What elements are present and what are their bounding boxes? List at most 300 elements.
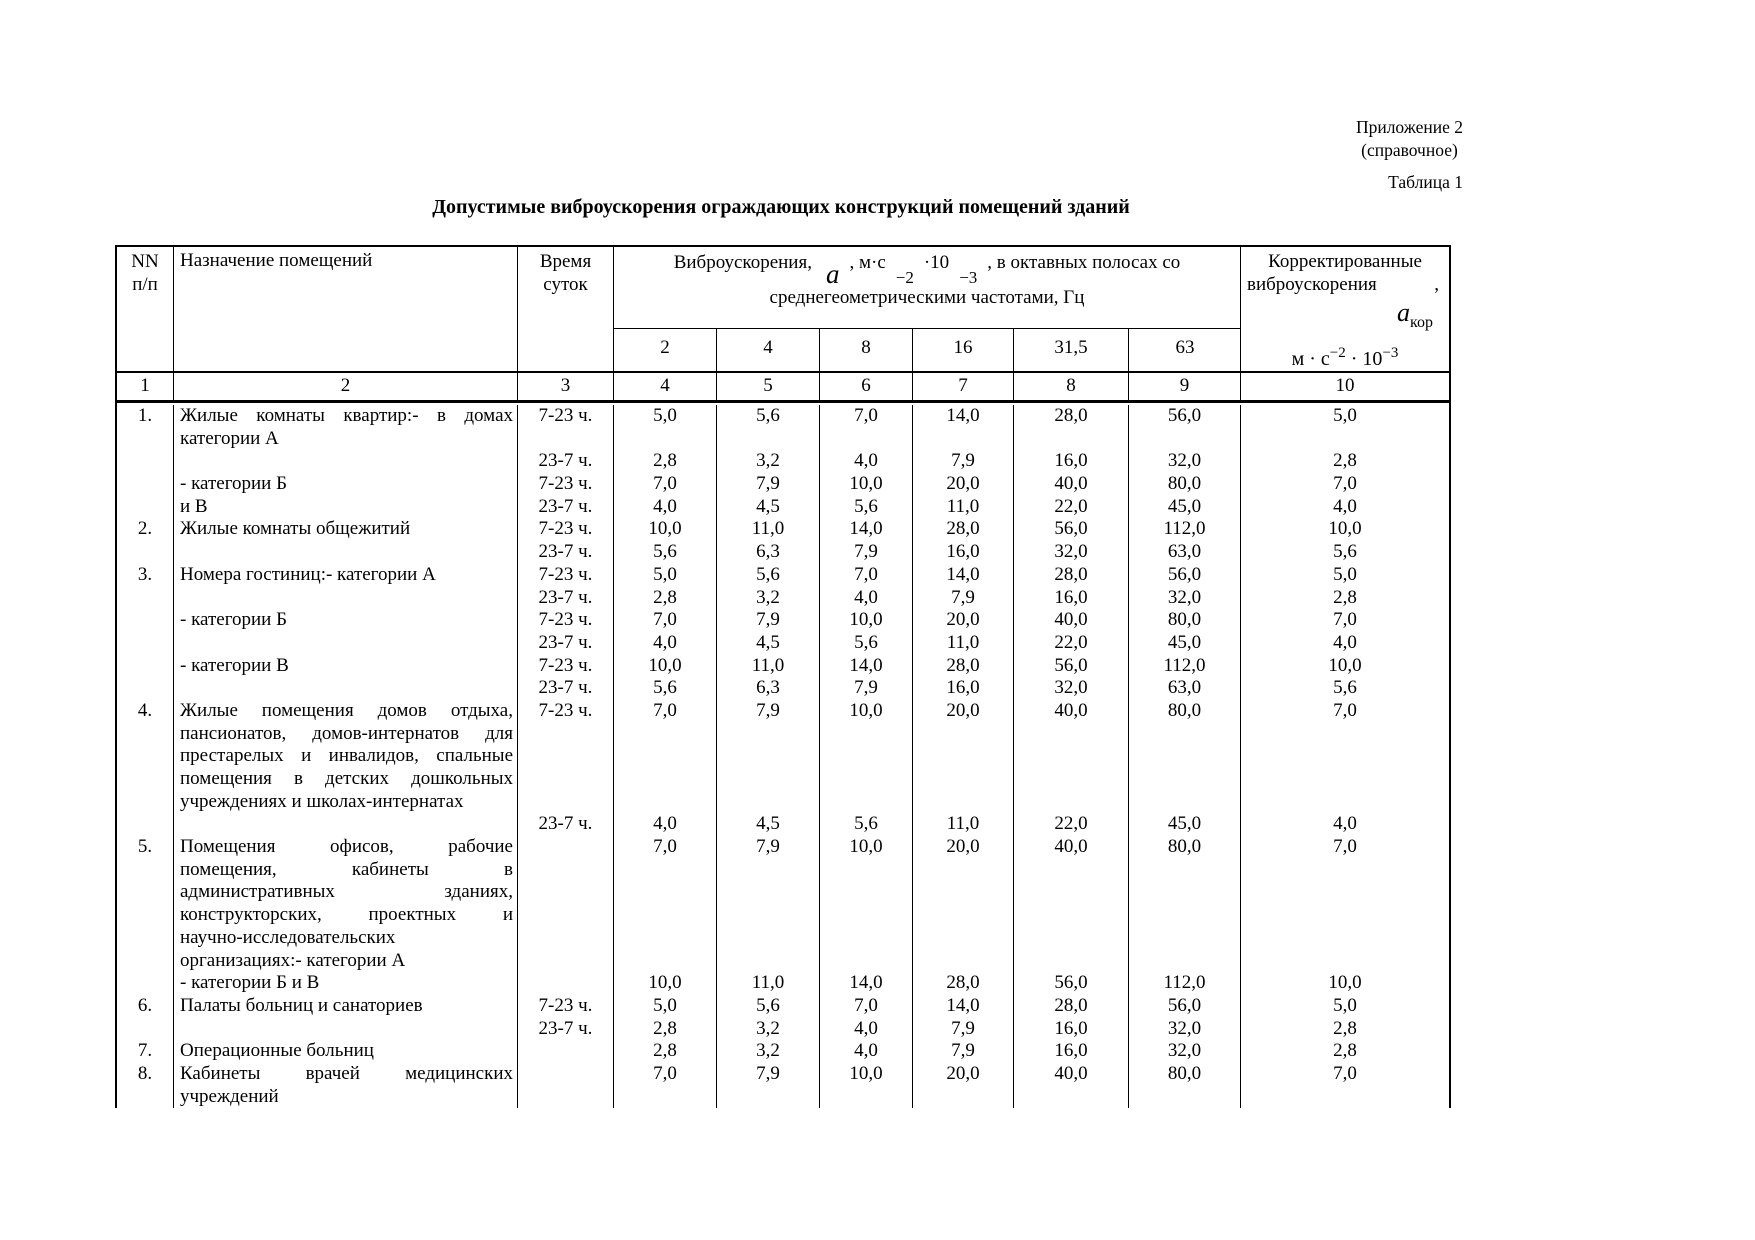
- table-row: [117, 609, 1449, 632]
- table-row: [117, 995, 1449, 1018]
- row-number-cell: [117, 677, 174, 700]
- corrected-value-cell: 5,6: [1333, 677, 1357, 699]
- room-name-cell: помещения, кабинеты в: [174, 859, 518, 882]
- acceleration-value-cell: 10,0: [820, 836, 913, 859]
- corrected-value-cell: [1241, 768, 1449, 791]
- time-of-day-cell: 23-7 ч.: [518, 1018, 614, 1041]
- acceleration-value-cell: 80,0: [1129, 609, 1241, 632]
- acceleration-value-cell: [1014, 1086, 1129, 1109]
- acceleration-value-cell: 7,9: [913, 1018, 1014, 1041]
- frequency-header: 31,5: [1014, 329, 1129, 371]
- corrected-units: $м \cdot с^{-2} \cdot 10^{-3}$: [1291, 345, 1399, 370]
- room-name-cell: [174, 677, 518, 700]
- time-of-day-cell: 23-7 ч.: [518, 587, 614, 610]
- table-row: [117, 1063, 1449, 1086]
- table-row: [117, 1018, 1449, 1041]
- acceleration-value-cell: 28,0: [913, 655, 1014, 678]
- acceleration-value-cell: 32,0: [1014, 677, 1129, 700]
- acceleration-value-cell: 80,0: [1129, 836, 1241, 859]
- acceleration-value-cell: 7,0: [820, 564, 913, 587]
- acceleration-value-cell: 80,0: [1129, 1063, 1241, 1086]
- acceleration-value-cell: [1014, 881, 1129, 904]
- a-kor-symbol: $a_{кор}$: [1397, 298, 1433, 331]
- row-number-cell: [117, 609, 174, 632]
- acceleration-value-cell: 3,2: [717, 587, 820, 610]
- header-corrected-acceleration: Корректированные виброускорения , $a_{кор}$ $м \cdot с^{-2} \cdot 10^{-3}$: [1241, 247, 1449, 371]
- acceleration-value-cell: [1014, 927, 1129, 950]
- corrected-value-cell: 7,0: [1333, 609, 1357, 631]
- acceleration-value-cell: 28,0: [1014, 995, 1129, 1018]
- acceleration-value-cell: 10,0: [820, 473, 913, 496]
- table-row: [117, 564, 1449, 587]
- room-name-cell: организациях:- категории А: [174, 950, 518, 973]
- corrected-value-cell: 2,8: [1333, 1040, 1357, 1062]
- column-number: 9: [1129, 373, 1241, 400]
- room-name-cell: [174, 632, 518, 655]
- acceleration-value-cell: 4,0: [820, 450, 913, 473]
- corrected-value-cell: 2,8: [1333, 586, 1357, 608]
- corrected-value-cell: 7,0: [1333, 836, 1357, 858]
- acceleration-value-cell: 3,2: [717, 1040, 820, 1063]
- acceleration-value-cell: 11,0: [717, 518, 820, 541]
- acceleration-value-cell: [1129, 950, 1241, 973]
- acceleration-value-cell: [913, 1086, 1014, 1109]
- acceleration-value-cell: 7,9: [717, 473, 820, 496]
- row-number-cell: [117, 723, 174, 746]
- room-name-cell: Кабинеты врачей медицинских: [174, 1063, 518, 1086]
- room-name-cell: [174, 541, 518, 564]
- acceleration-value-cell: 63,0: [1129, 677, 1241, 700]
- acceleration-value-cell: [913, 745, 1014, 768]
- acceleration-value-cell: [614, 950, 717, 973]
- acceleration-value-cell: [717, 859, 820, 882]
- row-number-cell: [117, 655, 174, 678]
- page-title: Допустимые виброускорения ограждающих конструкций помещений зданий: [432, 196, 1130, 218]
- acceleration-value-cell: [1129, 859, 1241, 882]
- formula-a-symbol: a: [825, 259, 840, 289]
- acceleration-value-cell: [717, 881, 820, 904]
- acceleration-value-cell: 5,6: [717, 995, 820, 1018]
- table-row: [117, 791, 1449, 814]
- acceleration-value-cell: [913, 950, 1014, 973]
- acceleration-value-cell: 16,0: [1014, 1018, 1129, 1041]
- row-number-cell: 1.: [117, 405, 174, 428]
- acceleration-value-cell: [913, 881, 1014, 904]
- acceleration-value-cell: 20,0: [913, 473, 1014, 496]
- table-row: [117, 950, 1449, 973]
- acceleration-value-cell: 20,0: [913, 609, 1014, 632]
- room-name-cell: [174, 813, 518, 836]
- acceleration-value-cell: 22,0: [1014, 632, 1129, 655]
- acceleration-value-cell: 5,6: [820, 632, 913, 655]
- corrected-value-cell: [1241, 791, 1449, 814]
- acceleration-value-cell: [913, 768, 1014, 791]
- acceleration-value-cell: [820, 768, 913, 791]
- time-of-day-cell: [518, 904, 614, 927]
- room-name-cell: административных зданиях,: [174, 881, 518, 904]
- acceleration-value-cell: 2,8: [614, 1040, 717, 1063]
- acceleration-value-cell: 22,0: [1014, 813, 1129, 836]
- time-of-day-cell: [518, 428, 614, 451]
- acceleration-value-cell: 10,0: [614, 655, 717, 678]
- table-row: [117, 700, 1449, 723]
- column-numbering-row: [117, 373, 1449, 403]
- acceleration-value-cell: 11,0: [913, 632, 1014, 655]
- room-name-cell: помещения в детских дошкольных: [174, 768, 518, 791]
- acceleration-value-cell: 7,9: [717, 609, 820, 632]
- acceleration-value-cell: 56,0: [1014, 655, 1129, 678]
- acceleration-value-cell: [614, 745, 717, 768]
- table-row: [117, 1086, 1449, 1109]
- table-row: [117, 450, 1449, 473]
- acceleration-value-cell: 7,0: [820, 405, 913, 428]
- table-row: [117, 904, 1449, 927]
- time-of-day-cell: [518, 1063, 614, 1086]
- frequency-header: 8: [820, 329, 913, 371]
- corrected-value-cell: [1241, 859, 1449, 882]
- acceleration-value-cell: 10,0: [820, 1063, 913, 1086]
- corrected-value-cell: 10,0: [1328, 654, 1362, 676]
- time-of-day-cell: 23-7 ч.: [518, 632, 614, 655]
- room-name-cell: Номера гостиниц:- категории А: [174, 564, 518, 587]
- acceleration-value-cell: 5,6: [717, 564, 820, 587]
- vibro-formula: Виброускорения, a , м·с−2·10−3, в октавных полосах со среднегеометрическими частотами, Гц: [614, 247, 1240, 329]
- acceleration-value-cell: [820, 723, 913, 746]
- row-number-cell: [117, 632, 174, 655]
- acceleration-value-cell: 5,6: [614, 541, 717, 564]
- acceleration-value-cell: 10,0: [820, 609, 913, 632]
- row-number-cell: [117, 1018, 174, 1041]
- acceleration-value-cell: [1014, 950, 1129, 973]
- acceleration-value-cell: [913, 428, 1014, 451]
- frequency-header: 63: [1175, 337, 1195, 358]
- acceleration-value-cell: 22,0: [1014, 496, 1129, 519]
- column-number: 10: [1335, 375, 1355, 396]
- acceleration-value-cell: 63,0: [1129, 541, 1241, 564]
- acceleration-value-cell: 4,0: [614, 632, 717, 655]
- acceleration-value-cell: 5,6: [717, 405, 820, 428]
- table-row: [117, 632, 1449, 655]
- acceleration-value-cell: [614, 723, 717, 746]
- acceleration-value-cell: 10,0: [614, 972, 717, 995]
- time-of-day-cell: [518, 950, 614, 973]
- acceleration-value-cell: 80,0: [1129, 473, 1241, 496]
- acceleration-value-cell: 2,8: [614, 450, 717, 473]
- acceleration-value-cell: 5,0: [614, 405, 717, 428]
- table-row: [117, 518, 1449, 541]
- acceleration-value-cell: [913, 859, 1014, 882]
- data-table: [115, 245, 1451, 1108]
- corrected-value-cell: 5,6: [1333, 541, 1357, 563]
- acceleration-value-cell: 40,0: [1014, 609, 1129, 632]
- row-number-cell: [117, 813, 174, 836]
- room-name-cell: научно-исследовательских: [174, 927, 518, 950]
- room-name-cell: - категории В: [174, 655, 518, 678]
- table-row: [117, 859, 1449, 882]
- acceleration-value-cell: [1129, 927, 1241, 950]
- acceleration-value-cell: 32,0: [1129, 587, 1241, 610]
- annex-block: [1356, 116, 1463, 162]
- frequency-header: 2: [614, 329, 717, 371]
- acceleration-value-cell: [913, 723, 1014, 746]
- acceleration-value-cell: 4,0: [614, 813, 717, 836]
- room-name-cell: [174, 450, 518, 473]
- time-of-day-cell: 23-7 ч.: [518, 541, 614, 564]
- room-name-cell: Жилые комнаты квартир:- в домах: [174, 405, 518, 428]
- corrected-value-cell: 4,0: [1333, 631, 1357, 653]
- acceleration-value-cell: 7,9: [717, 836, 820, 859]
- acceleration-value-cell: 40,0: [1014, 700, 1129, 723]
- time-of-day-cell: 7-23 ч.: [518, 655, 614, 678]
- table-row: [117, 768, 1449, 791]
- acceleration-value-cell: 7,9: [717, 700, 820, 723]
- row-number-cell: [117, 791, 174, 814]
- acceleration-value-cell: [820, 950, 913, 973]
- acceleration-value-cell: [717, 927, 820, 950]
- acceleration-value-cell: 45,0: [1129, 813, 1241, 836]
- row-number-cell: 5.: [117, 836, 174, 859]
- corrected-value-cell: 7,0: [1333, 1062, 1357, 1084]
- acceleration-value-cell: 56,0: [1014, 972, 1129, 995]
- acceleration-value-cell: [717, 428, 820, 451]
- acceleration-value-cell: 7,0: [820, 995, 913, 1018]
- row-number-cell: 2.: [117, 518, 174, 541]
- acceleration-value-cell: 4,5: [717, 813, 820, 836]
- acceleration-value-cell: 28,0: [1014, 405, 1129, 428]
- column-number: 5: [717, 373, 820, 400]
- acceleration-value-cell: 4,0: [820, 587, 913, 610]
- room-name-cell: Операционные больниц: [174, 1040, 518, 1063]
- acceleration-value-cell: [614, 791, 717, 814]
- acceleration-value-cell: [614, 904, 717, 927]
- acceleration-value-cell: 7,0: [614, 609, 717, 632]
- acceleration-value-cell: [614, 1086, 717, 1109]
- table-row: [117, 473, 1449, 496]
- room-name-cell: учреждений: [174, 1086, 518, 1109]
- corrected-value-cell: [1241, 428, 1449, 451]
- table-row: [117, 972, 1449, 995]
- table-row: [117, 723, 1449, 746]
- header-room-purpose: Назначение помещений: [174, 247, 518, 371]
- time-of-day-cell: 7-23 ч.: [518, 609, 614, 632]
- acceleration-value-cell: 16,0: [1014, 1040, 1129, 1063]
- time-of-day-cell: 23-7 ч.: [518, 677, 614, 700]
- acceleration-value-cell: 32,0: [1129, 1018, 1241, 1041]
- acceleration-value-cell: [1129, 881, 1241, 904]
- room-name-cell: Жилые помещения домов отдыха,: [174, 700, 518, 723]
- acceleration-value-cell: [1014, 859, 1129, 882]
- row-number-cell: [117, 745, 174, 768]
- acceleration-value-cell: [913, 904, 1014, 927]
- row-number-cell: [117, 1086, 174, 1109]
- column-number: 4: [614, 373, 717, 400]
- corrected-value-cell: 7,0: [1333, 699, 1357, 721]
- row-number-cell: 6.: [117, 995, 174, 1018]
- corrected-value-cell: 2,8: [1333, 450, 1357, 472]
- acceleration-value-cell: 11,0: [717, 655, 820, 678]
- acceleration-value-cell: 32,0: [1129, 450, 1241, 473]
- annex-note: (справочное): [1361, 140, 1458, 160]
- room-name-cell: - категории Б и В: [174, 972, 518, 995]
- acceleration-value-cell: 2,8: [614, 1018, 717, 1041]
- acceleration-value-cell: [614, 768, 717, 791]
- table-row: [117, 496, 1449, 519]
- room-name-cell: [174, 1018, 518, 1041]
- corrected-value-cell: 4,0: [1333, 495, 1357, 517]
- acceleration-value-cell: [717, 904, 820, 927]
- acceleration-value-cell: 14,0: [820, 972, 913, 995]
- acceleration-value-cell: 5,0: [614, 995, 717, 1018]
- time-of-day-cell: [518, 745, 614, 768]
- room-name-cell: учреждениях и школах-интернатах: [174, 791, 518, 814]
- row-number-cell: [117, 950, 174, 973]
- corrected-value-cell: [1241, 904, 1449, 927]
- acceleration-value-cell: 14,0: [913, 995, 1014, 1018]
- acceleration-value-cell: 20,0: [913, 700, 1014, 723]
- time-of-day-cell: 23-7 ч.: [518, 496, 614, 519]
- time-of-day-cell: 7-23 ч.: [518, 995, 614, 1018]
- header-nn: NN п/п: [117, 247, 174, 371]
- acceleration-value-cell: 80,0: [1129, 700, 1241, 723]
- acceleration-value-cell: 2,8: [614, 587, 717, 610]
- time-of-day-cell: [518, 1086, 614, 1109]
- acceleration-value-cell: [913, 927, 1014, 950]
- acceleration-value-cell: [614, 927, 717, 950]
- acceleration-value-cell: 56,0: [1129, 564, 1241, 587]
- column-number: 8: [1014, 373, 1129, 400]
- corrected-value-cell: 5,0: [1333, 405, 1357, 426]
- acceleration-value-cell: [1014, 791, 1129, 814]
- table-row: [117, 745, 1449, 768]
- acceleration-value-cell: 4,0: [614, 496, 717, 519]
- row-number-cell: 8.: [117, 1063, 174, 1086]
- time-of-day-cell: [518, 859, 614, 882]
- acceleration-value-cell: 11,0: [913, 496, 1014, 519]
- header-time-of-day: Время суток: [518, 247, 614, 371]
- acceleration-value-cell: 40,0: [1014, 1063, 1129, 1086]
- acceleration-value-cell: [1014, 768, 1129, 791]
- acceleration-value-cell: [717, 768, 820, 791]
- acceleration-value-cell: [717, 1086, 820, 1109]
- row-number-cell: [117, 859, 174, 882]
- row-number-cell: [117, 541, 174, 564]
- annex-label: Приложение 2: [1355, 117, 1463, 137]
- acceleration-value-cell: 20,0: [913, 836, 1014, 859]
- acceleration-value-cell: 28,0: [1014, 564, 1129, 587]
- acceleration-value-cell: [1014, 745, 1129, 768]
- acceleration-value-cell: [1129, 768, 1241, 791]
- time-of-day-cell: 23-7 ч.: [518, 813, 614, 836]
- acceleration-value-cell: [1129, 723, 1241, 746]
- acceleration-value-cell: 14,0: [913, 564, 1014, 587]
- time-of-day-cell: [518, 791, 614, 814]
- acceleration-value-cell: 4,5: [717, 496, 820, 519]
- acceleration-value-cell: [820, 428, 913, 451]
- acceleration-value-cell: 7,9: [820, 677, 913, 700]
- corrected-value-cell: [1241, 950, 1449, 973]
- time-of-day-cell: [518, 881, 614, 904]
- table-label: Таблица 1: [1388, 172, 1463, 192]
- table-row: [117, 541, 1449, 564]
- row-number-cell: [117, 496, 174, 519]
- corrected-value-cell: [1241, 745, 1449, 768]
- acceleration-value-cell: 11,0: [717, 972, 820, 995]
- header-vibro-acceleration: [614, 247, 1241, 371]
- row-number-cell: [117, 587, 174, 610]
- acceleration-value-cell: 7,0: [614, 473, 717, 496]
- table-row: [117, 927, 1449, 950]
- acceleration-value-cell: 112,0: [1129, 518, 1241, 541]
- table-row: [117, 428, 1449, 451]
- acceleration-value-cell: 7,0: [614, 836, 717, 859]
- table-row: [117, 677, 1449, 700]
- acceleration-value-cell: 7,0: [614, 1063, 717, 1086]
- time-of-day-cell: 7-23 ч.: [518, 473, 614, 496]
- row-number-cell: [117, 972, 174, 995]
- acceleration-value-cell: [614, 428, 717, 451]
- acceleration-value-cell: 112,0: [1129, 655, 1241, 678]
- acceleration-value-cell: 28,0: [913, 972, 1014, 995]
- room-name-cell: - категории Б: [174, 473, 518, 496]
- room-name-cell: категории А: [174, 428, 518, 451]
- acceleration-value-cell: 6,3: [717, 677, 820, 700]
- corrected-value-cell: 5,0: [1333, 994, 1357, 1016]
- room-name-cell: Помещения офисов, рабочие: [174, 836, 518, 859]
- table-row: [117, 813, 1449, 836]
- acceleration-value-cell: 14,0: [820, 518, 913, 541]
- acceleration-value-cell: 16,0: [1014, 450, 1129, 473]
- time-of-day-cell: [518, 723, 614, 746]
- corrected-value-cell: [1241, 1086, 1449, 1109]
- table-row: [117, 655, 1449, 678]
- acceleration-value-cell: 56,0: [1129, 995, 1241, 1018]
- room-name-cell: [174, 587, 518, 610]
- acceleration-value-cell: 4,0: [820, 1040, 913, 1063]
- time-of-day-cell: 7-23 ч.: [518, 518, 614, 541]
- acceleration-value-cell: [1129, 745, 1241, 768]
- acceleration-value-cell: [820, 745, 913, 768]
- acceleration-value-cell: [820, 881, 913, 904]
- acceleration-value-cell: 10,0: [614, 518, 717, 541]
- row-number-cell: [117, 881, 174, 904]
- room-name-cell: Палаты больниц и санаториев: [174, 995, 518, 1018]
- frequency-header-row: [614, 329, 1240, 371]
- corrected-value-cell: 2,8: [1333, 1017, 1357, 1039]
- room-name-cell: конструкторских, проектных и: [174, 904, 518, 927]
- acceleration-value-cell: [717, 745, 820, 768]
- acceleration-value-cell: [1129, 1086, 1241, 1109]
- formula-exp-2: −2: [895, 268, 914, 287]
- table-row: [117, 1040, 1449, 1063]
- column-number: 7: [913, 373, 1014, 400]
- acceleration-value-cell: 7,9: [913, 587, 1014, 610]
- acceleration-value-cell: 32,0: [1014, 541, 1129, 564]
- time-of-day-cell: 23-7 ч.: [518, 450, 614, 473]
- acceleration-value-cell: 45,0: [1129, 496, 1241, 519]
- acceleration-value-cell: 14,0: [820, 655, 913, 678]
- corrected-value-cell: [1241, 881, 1449, 904]
- acceleration-value-cell: [614, 881, 717, 904]
- table-row: [117, 405, 1449, 428]
- acceleration-value-cell: 16,0: [913, 541, 1014, 564]
- acceleration-value-cell: [717, 723, 820, 746]
- room-name-cell: пансионатов, домов-интернатов для: [174, 723, 518, 746]
- time-of-day-cell: 7-23 ч.: [518, 700, 614, 723]
- acceleration-value-cell: 5,6: [820, 813, 913, 836]
- row-number-cell: [117, 450, 174, 473]
- acceleration-value-cell: [820, 927, 913, 950]
- acceleration-value-cell: 4,0: [820, 1018, 913, 1041]
